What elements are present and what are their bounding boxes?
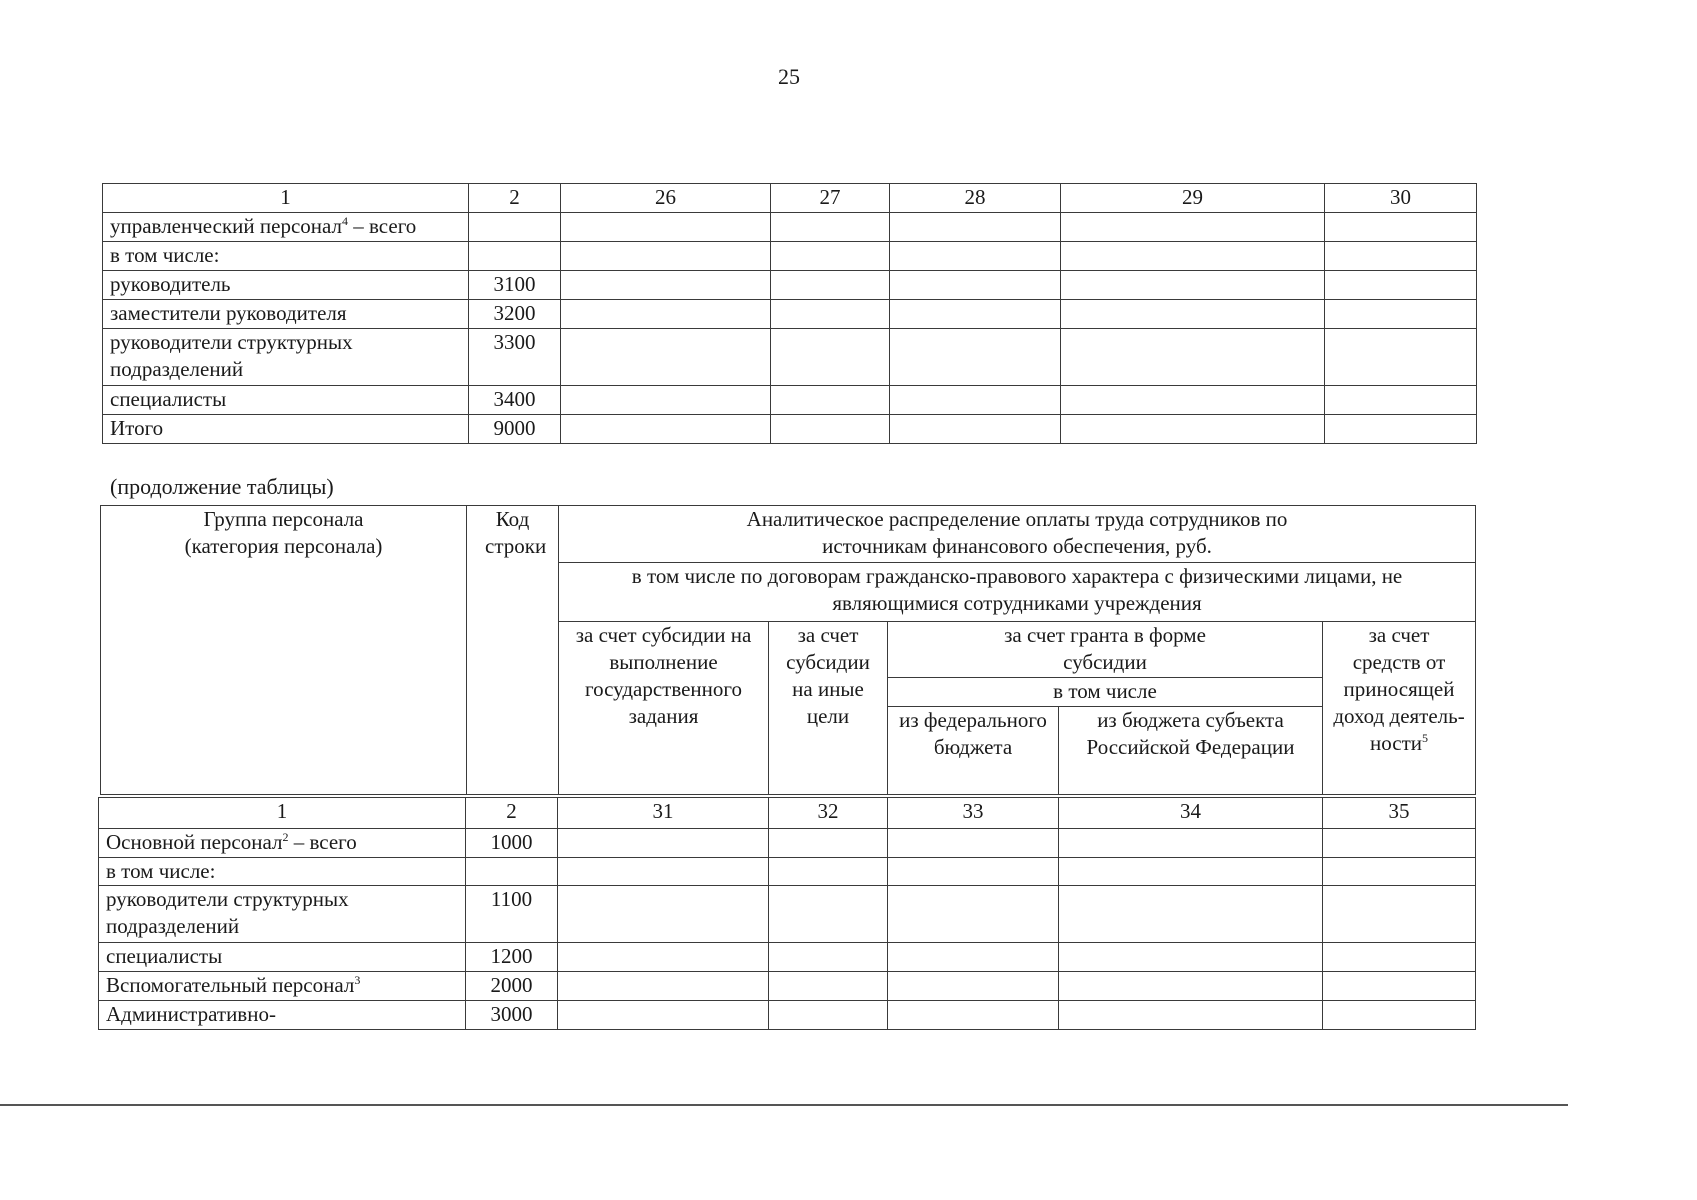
col-number: 28 [890,184,1061,213]
row-code [466,858,558,886]
table-row [103,213,1477,242]
column-number-row [103,184,1477,213]
row-label: управленческий персонал$^4$ – всего [103,213,469,242]
staff-table-cols-26-30 [102,183,1477,444]
regional-header: из бюджета субъекта Российской Федерации [1059,707,1323,795]
table-row [103,329,1477,386]
table-row [99,943,1476,972]
row-label: руководитель [103,271,469,300]
row-code [469,213,561,242]
table-row [99,858,1476,886]
row-label: руководители структурных подразделений [103,329,469,386]
table-row [103,300,1477,329]
row-code: 3100 [469,271,561,300]
staff-table-cols-31-35 [98,797,1476,1030]
table-row [103,242,1477,271]
row-label: руководители структурных подразделений [99,886,466,943]
row-code: 1100 [466,886,558,943]
page-number: 25 [778,64,800,89]
group-header: Группа персонала (категория персонала) [101,506,467,795]
row-label: Вспомогательный персонал$^3$ [99,972,466,1001]
row-code [469,242,561,271]
row-label: в том числе: [103,242,469,271]
col-number: 35 [1323,798,1476,829]
row-label: Административно- [99,1001,466,1030]
table-row [103,415,1477,444]
federal-header: из федерального бюджета [888,707,1059,795]
table-row [99,829,1476,858]
continuation-label: (продолжение таблицы) [110,474,334,499]
row-code: 1200 [466,943,558,972]
code-header: Код строки [467,506,559,795]
row-label: в том числе: [99,858,466,886]
col-number: 34 [1059,798,1323,829]
table-row [103,271,1477,300]
col-number: 32 [769,798,888,829]
row-code: 1000 [466,829,558,858]
staff-table-header [100,505,1476,795]
col-number: 27 [771,184,890,213]
row-label: Основной персонал$^2$ – всего [99,829,466,858]
row-label: заместители руководителя [103,300,469,329]
grant-header: за счет гранта в форме субсидии [888,622,1323,678]
col-number: 29 [1061,184,1325,213]
row-code: 3300 [469,329,561,386]
row-code: 2000 [466,972,558,1001]
row-code: 3000 [466,1001,558,1030]
column-number-row [99,798,1476,829]
row-code: 3200 [469,300,561,329]
col-number: 1 [103,184,469,213]
row-code: 3400 [469,386,561,415]
other-purposes-header: за счет субсидии на иные цели [769,622,888,795]
col-number: 33 [888,798,1059,829]
col-number: 2 [466,798,558,829]
row-label: специалисты [103,386,469,415]
col-number: 2 [469,184,561,213]
row-label: специалисты [99,943,466,972]
row-code: 9000 [469,415,561,444]
col-number: 1 [99,798,466,829]
col-number: 26 [561,184,771,213]
row-label: Итого [103,415,469,444]
including-header: в том числе [888,678,1323,707]
col-number: 31 [558,798,769,829]
table-row [99,886,1476,943]
table-row [103,386,1477,415]
table-row [99,972,1476,1001]
state-task-header: за счет субсидии на выполнение государственного задания [559,622,769,795]
income-header: за счет средств от приносящей доход деятель-ности$^5$ [1323,622,1476,795]
analytic-header: Аналитическое распределение оплаты труда сотрудников по источникам финансового обеспечения, руб. [559,506,1476,563]
page-edge-rule [0,1104,1568,1106]
table-row [99,1001,1476,1030]
col-number: 30 [1325,184,1477,213]
contracts-header: в том числе по договорам гражданско-правового характера с физическими лицами, не являющимися сотрудниками учреждения [559,563,1476,622]
